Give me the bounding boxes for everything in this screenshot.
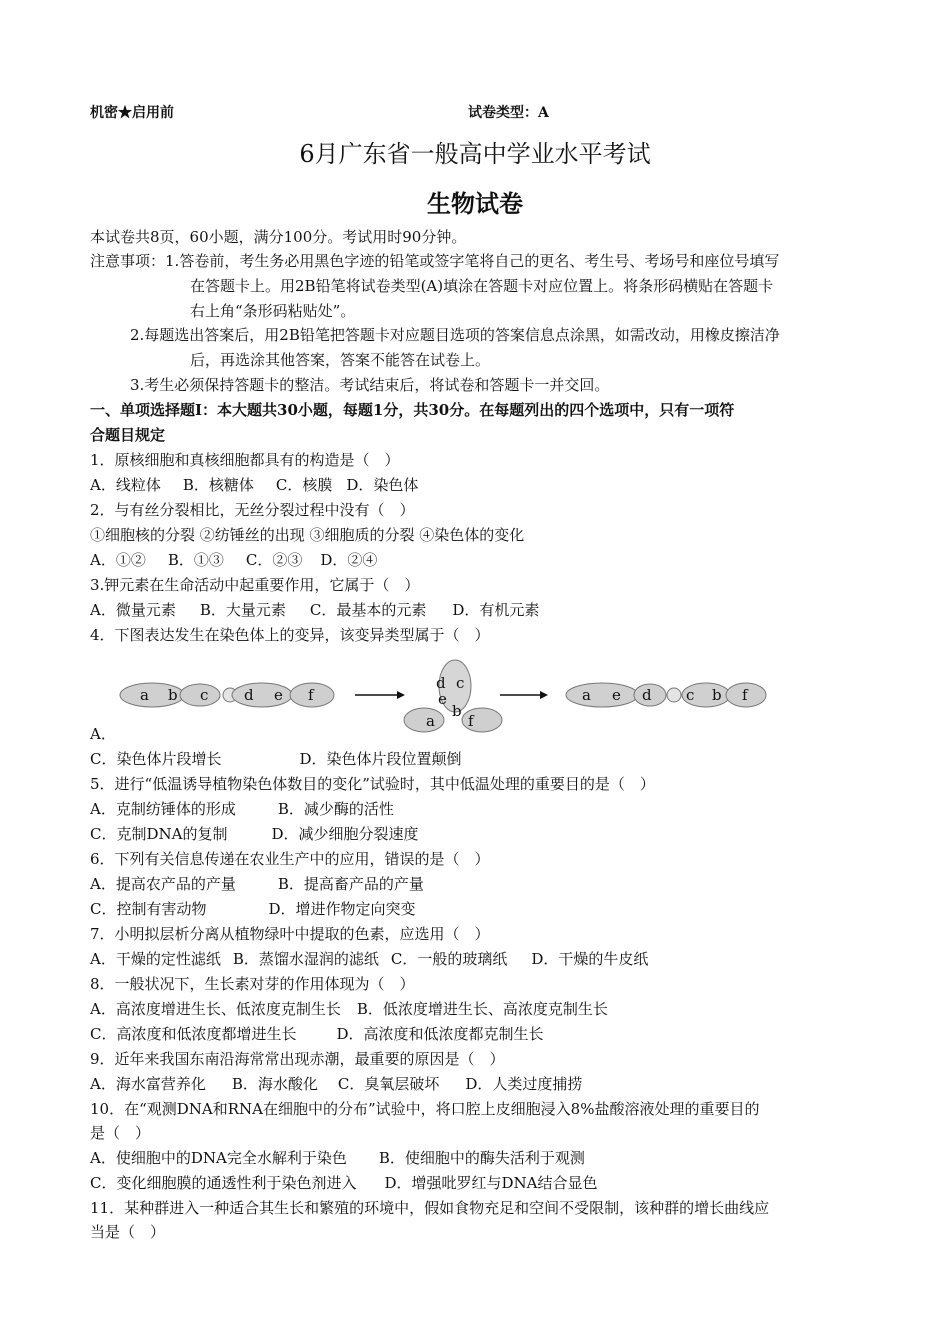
question-10-options-1 [90,1148,585,1168]
option: B．①③ [167,551,224,569]
gene-label: a [582,686,591,704]
inversion-loop [404,660,502,732]
gene-label: c [200,686,209,704]
option: C．②③ [245,551,303,569]
confidential-label: 机密★启用前 [90,105,174,121]
paper-type-label: 试卷类型：A [468,105,549,121]
option: B．蒸馏水湿润的滤纸 [232,950,379,968]
exam-subtitle: 生物试卷 [427,189,523,218]
question-2: 2．与有丝分裂相比，无丝分裂过程中没有（ ） [90,501,415,519]
option: A．微量元素 [90,601,176,619]
option: B．减少酶的活性 [277,800,394,818]
option: C．一般的玻璃纸 [390,950,508,968]
option: C．最基本的元素 [309,601,427,619]
question-10-line-1: 10．在“观测DNA和RNA在细胞中的分布”试验中，将口腔上皮细胞浸入8%盐酸溶液处理的重要目的 [90,1100,760,1118]
note-1 [90,251,779,271]
option: D．高浓度和低浓度都克制生长 [336,1025,544,1043]
option: A．高浓度增进生长、低浓度克制生长 [90,1000,341,1018]
question-5: 5．进行“低温诱导植物染色体数目的变化”试验时，其中低温处理的重要目的是（ ） [90,775,655,793]
option: C．染色体片段增长 [90,750,222,768]
option: D．干燥的牛皮纸 [531,950,649,968]
gene-label: e [274,686,283,704]
arrow-icon [355,691,405,699]
gene-label: f [742,686,748,704]
option: D．减少细胞分裂速度 [271,825,419,843]
option: C．控制有害动物 [90,900,207,918]
option: D．人类过度捕捞 [465,1075,583,1093]
original-chromosome [120,683,334,707]
gene-label: d [642,686,652,704]
option: B．使细胞中的酶失活利于观测 [378,1149,585,1167]
question-9-options [90,1074,582,1094]
option: A．使细胞中的DNA完全水解利于染色 [90,1149,347,1167]
option: D．增强吡罗红与DNA结合显色 [384,1174,598,1192]
gene-label: e [438,690,447,708]
gene-label: a [140,686,149,704]
question-8-options-1 [90,999,608,1019]
question-10-options-2 [90,1173,598,1193]
question-7: 7．小明拟层析分离从植物绿叶中提取的色素，应选用（ ） [90,925,490,943]
option: A．干燥的定性滤纸 [90,950,221,968]
option: A．海水富营养化 [90,1075,206,1093]
option: A．线粒体 [90,476,161,494]
note-1-line-2: 在答题卡上。用2B铅笔将试卷类型(A)填涂在答题卡对应位置上。将条形码横贴在答题卡 [190,277,774,295]
question-11-line-1: 11．某种群进入一种适合其生长和繁殖的环境中，假如食物充足和空间不受限制，该种群的增长曲线应 [90,1199,770,1217]
gene-label: f [308,686,314,704]
question-4-options [90,749,462,769]
note-1-line-1: 1.答卷前，考生务必用黑色字迹的铅笔或签字笔将自己的更名、考生号、考场号和座位号填写 [165,252,780,270]
option: B．海水酸化 [231,1075,318,1093]
gene-label: c [686,686,695,704]
gene-label: a [426,712,435,730]
question-11-line-2: 当是（ ） [90,1223,166,1241]
question-10-line-2: 是（ ） [90,1124,151,1142]
option: B．核糖体 [182,476,254,494]
question-8: 8．一般状况下，生长素对芽的作用体现为（ ） [90,975,415,993]
question-6: 6．下列有关信息传递在农业生产中的应用，错误的是（ ） [90,850,490,868]
option: D．增进作物定向突变 [268,900,416,918]
option: D．染色体片段位置颠倒 [299,750,462,768]
option: A．①② [90,551,146,569]
option: A．提高农产品的产量 [90,875,236,893]
question-7-options [90,949,648,969]
gene-label: d [436,674,446,692]
question-4: 4．下图表达发生在染色体上的变异，该变异类型属于（ ） [90,626,490,644]
gene-label: d [244,686,254,704]
gene-label: b [168,686,178,704]
option: A．克制纺锤体的形成 [90,800,236,818]
chromosome-variation-figure [112,650,792,735]
option: B．低浓度增进生长、高浓度克制生长 [356,1000,608,1018]
option: B．大量元素 [199,601,286,619]
option: C．变化细胞膜的通透性利于染色剂进入 [90,1174,357,1192]
note-2-line-1: 2.每题选出答案后，用2B铅笔把答题卡对应题目选项的答案信息点涂黑，如需改动，用橡皮擦洁净 [130,326,780,344]
arrow-icon [500,691,548,699]
note-1-line-3: 右上角“条形码粘贴处”。 [190,302,356,320]
option: C．高浓度和低浓度都增进生长 [90,1025,297,1043]
gene-label: b [452,702,462,720]
option: C．臭氧层破坏 [337,1075,440,1093]
note-3: 3.考生必须保持答题卡的整洁。考试结束后，将试卷和答题卡一并交回。 [130,376,610,394]
question-5-options-2 [90,824,419,844]
question-5-options-1 [90,799,394,819]
option: B．提高畜产品的产量 [277,875,424,893]
question-1: 1．原核细胞和真核细胞都具有的构造是（ ） [90,451,400,469]
question-1-options [90,475,418,495]
section-heading-line-2: 合题目规定 [90,426,166,444]
question-3: 3.钾元素在生命活动中起重要作用，它属于（ ） [90,576,420,594]
question-9: 9．近年来我国东南沿海常常出现赤潮，最重要的原因是（ ） [90,1050,505,1068]
option: D．②④ [320,551,378,569]
gene-label: b [712,686,722,704]
option: C．核膜 [275,476,333,494]
option: C．克制DNA的复制 [90,825,228,843]
gene-label: e [612,686,621,704]
question-8-options-2 [90,1024,544,1044]
question-6-options-2 [90,899,416,919]
question-3-options [90,600,539,620]
notes-label: 注意事项： [90,252,166,270]
gene-label: f [468,712,474,730]
option: D．染色体 [346,476,419,494]
section-heading-line-1: 一、单项选择题Ⅰ：本大题共30小题，每题1分，共30分。在每题列出的四个选项中，只有一项符 [90,401,735,419]
question-2-statements: ①细胞核的分裂 ②纺锤丝的出现 ③细胞质的分裂 ④染色体的变化 [90,526,525,544]
option: D．有机元素 [452,601,540,619]
question-4-option-a: A． [90,725,116,743]
question-2-options [90,550,377,570]
note-2-line-2: 后，再选涂其他答案，答案不能答在试卷上。 [190,351,491,369]
inverted-chromosome [566,683,766,707]
intro-text: 本试卷共8页，60小题，满分100分。考试用时90分钟。 [90,228,467,246]
question-6-options-1 [90,874,424,894]
gene-label: c [456,674,465,692]
exam-title: 6月广东省一般高中学业水平考试 [299,140,651,168]
